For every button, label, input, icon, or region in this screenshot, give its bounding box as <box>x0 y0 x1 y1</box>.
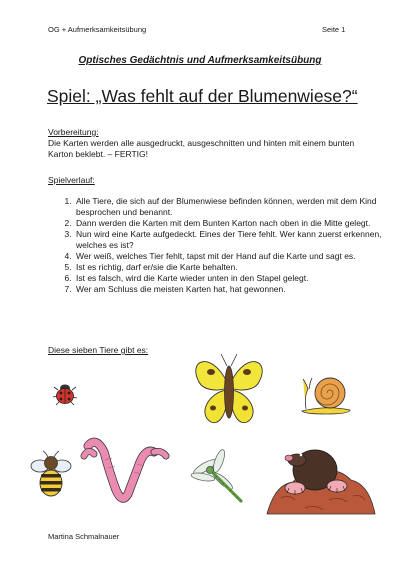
step-item: 1. Alle Tiere, die sich auf der Blumenwiese befinden können, werden mit dem Kind besprochen und benannt. <box>74 196 394 218</box>
snail-drawing <box>300 373 352 415</box>
butterfly-drawing <box>193 352 265 427</box>
step-item: 4. Wer weiß, welches Tier fehlt, tapst mit der Hand auf die Karte und sagt es. <box>74 251 394 262</box>
page-title: Spiel: „Was fehlt auf der Blumenwiese?“ <box>47 86 358 106</box>
ladybug-drawing <box>52 383 78 407</box>
document-subtitle: Optisches Gedächtnis und Aufmerksamkeitsübung <box>78 55 322 66</box>
step-item: 5. Ist es richtig, darf er/sie die Karte behalten. <box>74 262 394 273</box>
mole-drawing <box>265 438 377 516</box>
step-item: 2. Dann werden die Karten mit dem Bunten Karton nach oben in die Mitte gelegt. <box>74 218 394 229</box>
preparation-text: Die Karten werden alle ausgedruckt, ausgeschnitten und hinten mit einem bunten Karton beklebt. – FERTIG! <box>48 138 355 159</box>
step-item: 6. Ist es falsch, wird die Karte wieder unten in den Stapel gelegt. <box>74 273 394 284</box>
step-item: 3. Nun wird eine Karte aufgedeckt. Eines der Tiere fehlt. Wer kann zuerst erkennen, welches es ist? <box>74 229 394 251</box>
header-page-number: Seite 1 <box>322 25 346 34</box>
procedure-steps <box>48 196 394 295</box>
bee-drawing <box>30 450 72 500</box>
animals-heading: Diese sieben Tiere gibt es: <box>48 345 149 355</box>
dragonfly-drawing <box>193 455 249 507</box>
step-item: 7. Wer am Schluss die meisten Karten hat, hat gewonnen. <box>74 284 394 295</box>
header-left: OG + Aufmerksamkeitsübung <box>48 25 147 34</box>
preparation-heading: Vorbereitung: <box>48 127 99 137</box>
worm-drawing <box>82 434 168 508</box>
procedure-heading: Spielverlauf: <box>48 175 95 185</box>
footer-author: Martina Schmalnauer <box>48 532 120 541</box>
